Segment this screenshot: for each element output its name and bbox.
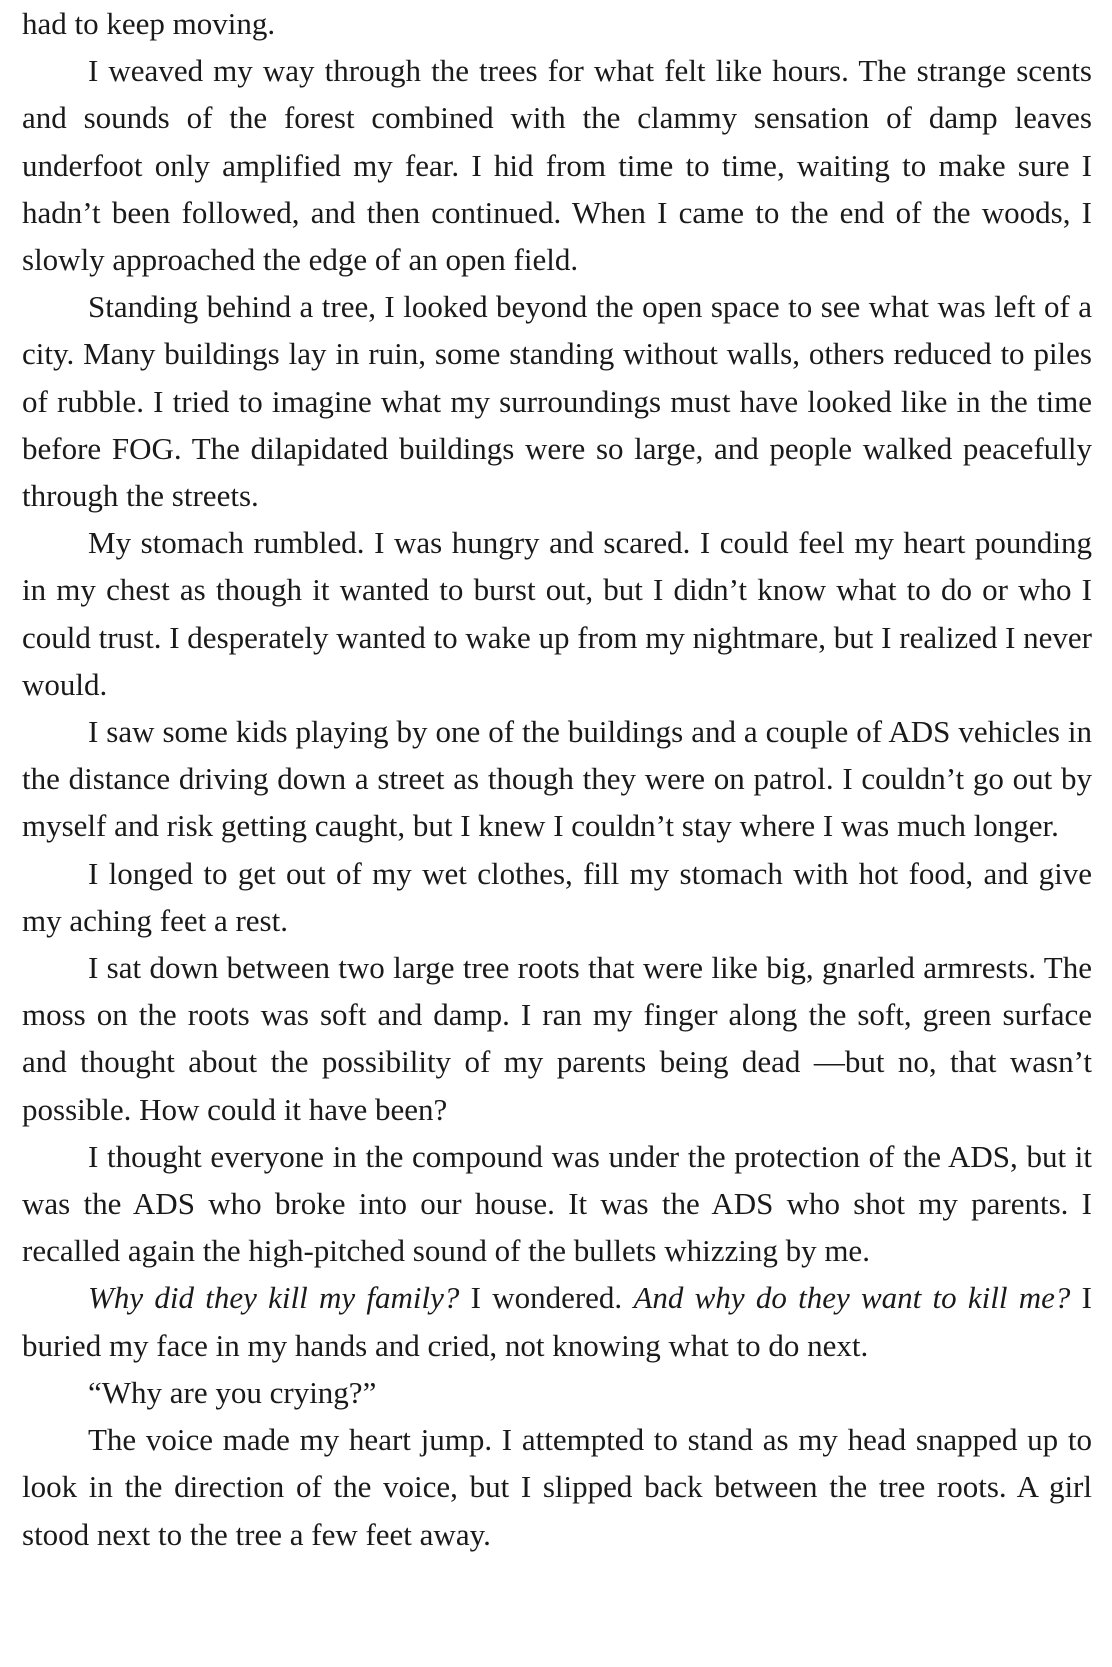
text-run: “Why are you crying?” [88,1374,377,1410]
paragraph [22,0,1092,47]
text-run: The voice made my heart jump. I attempted to stand as my head snapped up to look in the direction of the voice, but I slipped back between the tree roots. A girl stood next to the tree a few feet away. [22,1422,1092,1552]
text-run: Standing behind a tree, I looked beyond the open space to see what was left of a city. Many buildings lay in ruin, some standing without walls, others reduced to piles of rubble. I tried to imagine what my surroundings must have looked like in the time before FOG. The dilapidated buildings were so large, and people walked peacefully through the streets. [22,289,1092,514]
paragraph [22,1274,1092,1368]
paragraph [22,1369,1092,1416]
book-page [22,0,1092,1558]
text-run: I sat down between two large tree roots that were like big, gnarled armrests. The moss on the roots was soft and damp. I ran my finger along the soft, green surface and thought about the possibility of my parents being dead —but no, that wasn’t possible. How could it have been? [22,950,1092,1127]
paragraph [22,283,1092,519]
text-run: I thought everyone in the compound was under the protection of the ADS, but it was the ADS who broke into our house. It was the ADS who shot my parents. I recalled again the high-pitched sound of the bullets whizzing by me. [22,1138,1092,1269]
paragraph [22,1416,1092,1558]
paragraph [22,519,1092,708]
paragraph [22,1133,1092,1275]
paragraph [22,850,1092,944]
text-run: I saw some kids playing by one of the buildings and a couple of ADS vehicles in the distance driving down a street as though they were on patrol. I couldn’t go out by myself and risk getting caught, but I knew I couldn’t stay where I was much longer. [22,714,1092,844]
paragraph [22,708,1092,850]
text-run: My stomach rumbled. I was hungry and scared. I could feel my heart pounding in my chest as though it wanted to burst out, but I didn’t know what to do or who I could trust. I desperately wanted to wake up from my nightmare, but I realized I never would. [22,525,1092,702]
paragraph [22,47,1092,283]
text-run: I buried my face in my hands and cried, not knowing what to do next. [22,1280,1093,1363]
text-run: I wondered. [459,1280,634,1316]
italic-text-run: And why do they want to kill me? [633,1280,1071,1316]
paragraph [22,944,1092,1133]
text-run: I longed to get out of my wet clothes, fill my stomach with hot food, and give my aching feet a rest. [22,855,1092,938]
text-run: I weaved my way through the trees for what felt like hours. The strange scents and sounds of the forest combined with the clammy sensation of damp leaves underfoot only amplified my fear. I hid from time to time, waiting to make sure I hadn’t been followed, and then continued. When I came to the end of the woods, I slowly approached the edge of an open field. [22,53,1092,278]
italic-text-run: Why did they kill my family? [88,1280,460,1316]
text-run: had to keep moving. [22,6,276,41]
